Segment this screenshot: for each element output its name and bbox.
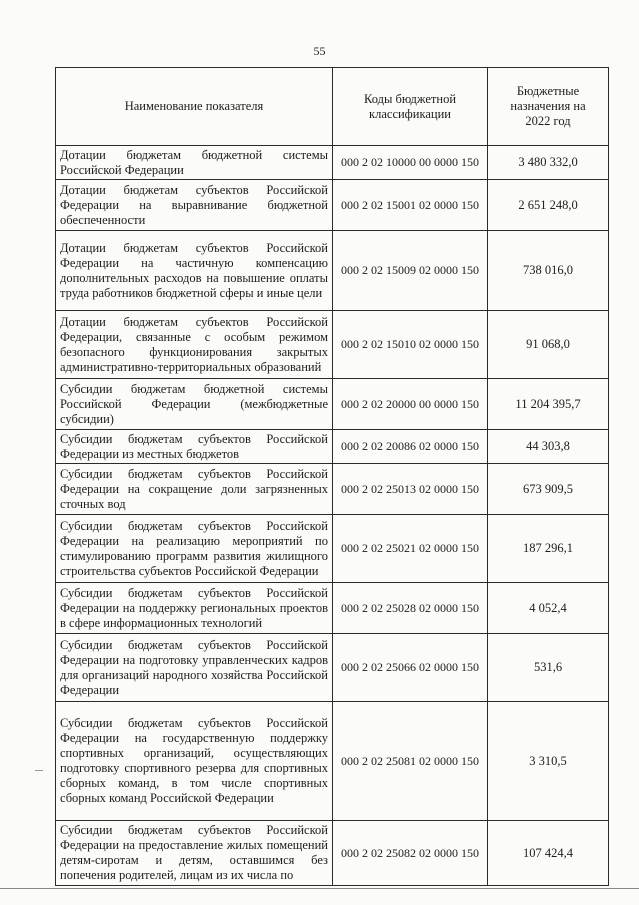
table-row xyxy=(56,464,609,515)
row-indicator-name: Субсидии бюджетам субъектов Российской Федерации на реализацию мероприятий по стимулированию программ развития жилищного строительства субъектов Российской Федерации xyxy=(56,515,333,583)
row-budget-amount: 107 424,4 xyxy=(488,821,609,886)
row-budget-code: 000 2 02 10000 00 0000 150 xyxy=(333,146,488,180)
row-budget-amount: 187 296,1 xyxy=(488,515,609,583)
row-budget-code: 000 2 02 25021 02 0000 150 xyxy=(333,515,488,583)
row-budget-amount: 3 310,5 xyxy=(488,702,609,821)
row-budget-code: 000 2 02 25028 02 0000 150 xyxy=(333,583,488,634)
table-row xyxy=(56,634,609,702)
row-budget-code: 000 2 02 25013 02 0000 150 xyxy=(333,464,488,515)
table-row xyxy=(56,311,609,379)
row-indicator-name: Субсидии бюджетам субъектов Российской Федерации на поддержку региональных проектов в сфере информационных технологий xyxy=(56,583,333,634)
row-indicator-name: Дотации бюджетам субъектов Российской Федерации на выравнивание бюджетной обеспеченности xyxy=(56,180,333,231)
table-row xyxy=(56,821,609,886)
table-row xyxy=(56,379,609,430)
header-budget-amount: Бюджетные назначения на 2022 год xyxy=(488,68,609,146)
row-budget-code: 000 2 02 20000 00 0000 150 xyxy=(333,379,488,430)
row-indicator-name: Субсидии бюджетам субъектов Российской Федерации на сокращение доли загрязненных сточных вод xyxy=(56,464,333,515)
row-indicator-name: Субсидии бюджетам субъектов Российской Федерации на предоставление жилых помещений детям-сиротам и детям, оставшимся без попечения родителей, лицам из их числа по xyxy=(56,821,333,886)
row-budget-amount: 4 052,4 xyxy=(488,583,609,634)
table-row xyxy=(56,430,609,464)
row-indicator-name: Дотации бюджетам бюджетной системы Российской Федерации xyxy=(56,146,333,180)
row-budget-code: 000 2 02 25082 02 0000 150 xyxy=(333,821,488,886)
row-budget-amount: 44 303,8 xyxy=(488,430,609,464)
table-row xyxy=(56,583,609,634)
row-indicator-name: Субсидии бюджетам субъектов Российской Федерации из местных бюджетов xyxy=(56,430,333,464)
table-row xyxy=(56,515,609,583)
row-budget-code: 000 2 02 15010 02 0000 150 xyxy=(333,311,488,379)
budget-table xyxy=(55,67,609,886)
table-row xyxy=(56,180,609,231)
table-row xyxy=(56,146,609,180)
row-budget-code: 000 2 02 15001 02 0000 150 xyxy=(333,180,488,231)
row-indicator-name: Дотации бюджетам субъектов Российской Федерации, связанные с особым режимом безопасного функционирования закрытых административно-территориальных образований xyxy=(56,311,333,379)
row-indicator-name: Субсидии бюджетам субъектов Российской Федерации на подготовку управленческих кадров для организаций народного хозяйства Российской Федерации xyxy=(56,634,333,702)
row-budget-amount: 11 204 395,7 xyxy=(488,379,609,430)
page-number: 55 xyxy=(313,44,326,58)
row-budget-amount: 91 068,0 xyxy=(488,311,609,379)
row-budget-code: 000 2 02 15009 02 0000 150 xyxy=(333,231,488,311)
row-indicator-name: Субсидии бюджетам субъектов Российской Федерации на государственную поддержку спортивных организаций, осуществляющих подготовку спортивного резерва для спортивных сборных команд, в том числе спортивных сборных команд Российской Федерации xyxy=(56,702,333,821)
page-bottom-rule xyxy=(0,888,639,889)
row-budget-amount: 738 016,0 xyxy=(488,231,609,311)
row-budget-amount: 673 909,5 xyxy=(488,464,609,515)
row-budget-code: 000 2 02 25081 02 0000 150 xyxy=(333,702,488,821)
table-row xyxy=(56,702,609,821)
table-row xyxy=(56,231,609,311)
row-budget-amount: 2 651 248,0 xyxy=(488,180,609,231)
row-budget-code: 000 2 02 25066 02 0000 150 xyxy=(333,634,488,702)
row-budget-amount: 3 480 332,0 xyxy=(488,146,609,180)
row-indicator-name: Дотации бюджетам субъектов Российской Федерации на частичную компенсацию дополнительных расходов на повышение оплаты труда работников бюджетной сферы и иные цели xyxy=(56,231,333,311)
row-budget-code: 000 2 02 20086 02 0000 150 xyxy=(333,430,488,464)
scan-mark xyxy=(35,770,43,771)
header-indicator-name: Наименование показателя xyxy=(56,68,333,146)
row-indicator-name: Субсидии бюджетам бюджетной системы Российской Федерации (межбюджетные субсидии) xyxy=(56,379,333,430)
table-header-row xyxy=(56,68,609,146)
table-body xyxy=(56,146,609,886)
header-budget-code: Коды бюджетной классификации xyxy=(333,68,488,146)
row-budget-amount: 531,6 xyxy=(488,634,609,702)
